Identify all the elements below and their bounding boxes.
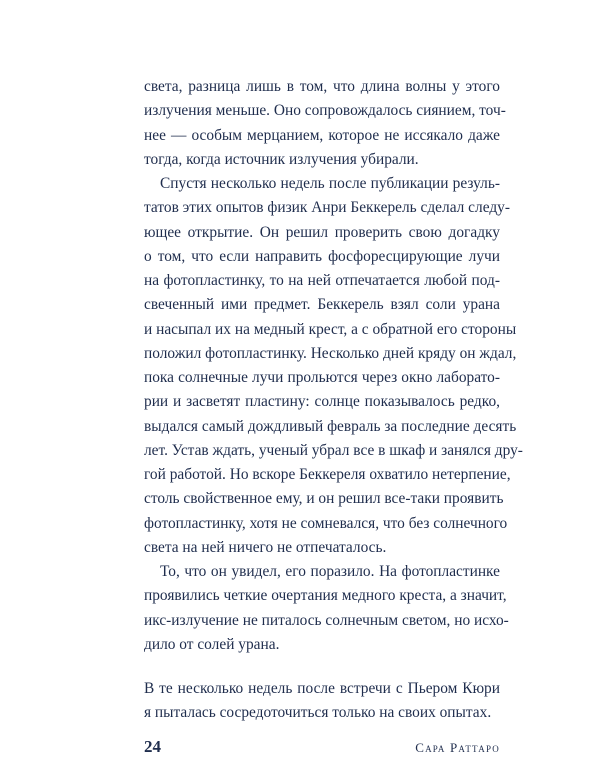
text-line: татов этих опытов физик Анри Беккерель сделал следу- bbox=[144, 199, 510, 216]
text-line: свеченный ими предмет. Беккерель взял соли урана bbox=[144, 296, 500, 313]
text-line: о том, что если направить фосфоресцирующие лучи bbox=[144, 248, 500, 265]
text-line: рии и засветят пластину: солнце показывалось редко, bbox=[144, 393, 500, 410]
running-head-author: Сара Раттаро bbox=[415, 740, 500, 755]
text-line: положил фотопластинку. Несколько дней кряду он ждал, bbox=[144, 345, 517, 362]
page-number: 24 bbox=[144, 737, 161, 756]
text-line: тогда, когда источник излучения убирали. bbox=[144, 151, 419, 168]
text-line: гой работой. Но вскоре Беккереля охватило нетерпение, bbox=[144, 466, 511, 483]
text-line: света, разница лишь в том, что длина волны у этого bbox=[144, 78, 500, 95]
text-line: я пыталась сосредоточиться только на своих опытах. bbox=[144, 704, 492, 721]
text-line: лет. Устав ждать, ученый убрал все в шкаф и занялся дру- bbox=[144, 442, 523, 459]
paragraph-first-line: Спустя несколько недель после публикации резуль- bbox=[160, 175, 500, 192]
text-line: света на ней ничего не отпечаталось. bbox=[144, 539, 387, 556]
text-line: дило от солей урана. bbox=[144, 636, 280, 653]
paragraph-first-line: То, что он увидел, его поразило. На фотопластинке bbox=[160, 563, 500, 580]
text-line: на фотопластинку, то на ней отпечатается любой под- bbox=[144, 272, 500, 289]
text-line: проявились четкие очертания медного креста, а значит, bbox=[144, 587, 507, 604]
text-line: фотопластинку, хотя не сомневался, что без солнечного bbox=[144, 515, 508, 532]
text-line: икс-излучение не питалось солнечным светом, но исхо- bbox=[144, 612, 509, 629]
text-line: и насыпал их на медный крест, а с обратной его стороны bbox=[144, 321, 517, 338]
text-line: столь свойственное ему, и он решил все-таки проявить bbox=[144, 490, 504, 507]
text-line: нее — особым мерцанием, которое не иссякало даже bbox=[144, 127, 500, 144]
text-line: ющее открытие. Он решил проверить свою догадку bbox=[144, 224, 500, 241]
text-line: излучения меньше. Оно сопровождалось сиянием, точ- bbox=[144, 102, 506, 119]
section-first-line: В те несколько недель после встречи с Пьером Кюри bbox=[144, 680, 500, 697]
text-line: выдался самый дождливый февраль за последние десять bbox=[144, 418, 517, 435]
text-line: пока солнечные лучи прольются через окно лаборато- bbox=[144, 369, 500, 386]
